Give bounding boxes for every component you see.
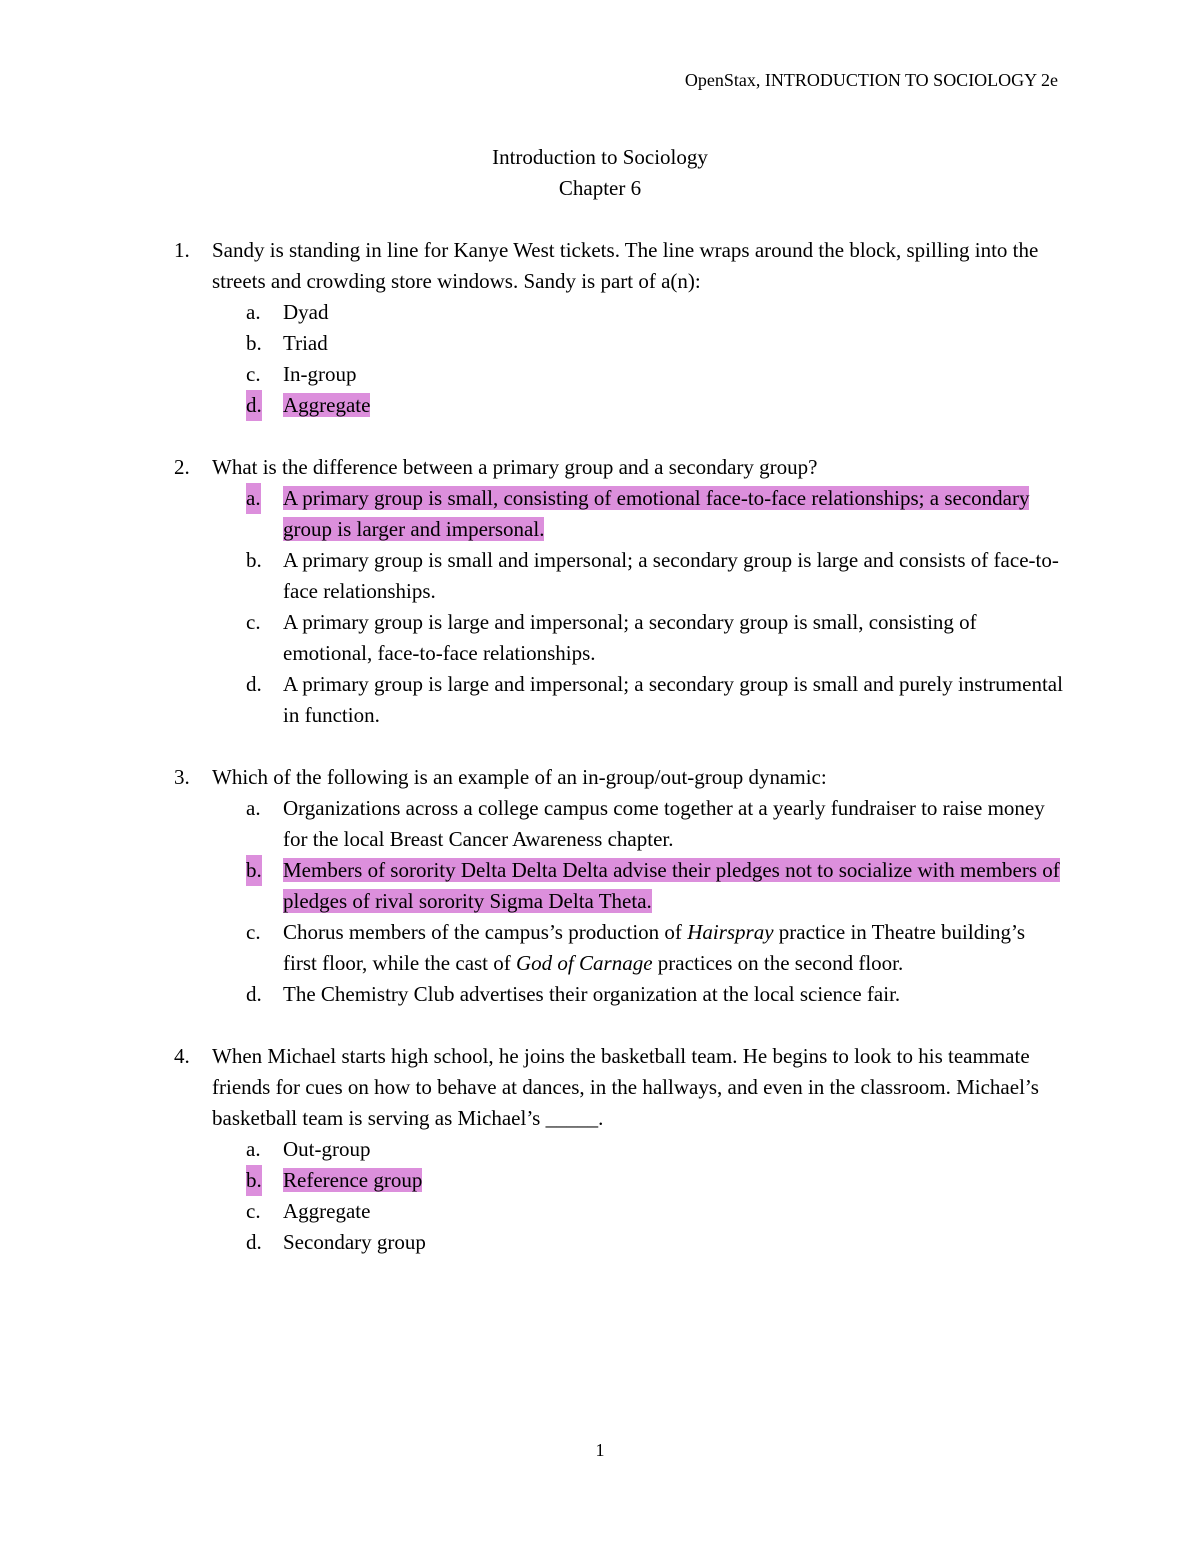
option-3d bbox=[246, 979, 1064, 1010]
option-text: Aggregate bbox=[283, 393, 371, 417]
option-text: Members of sorority Delta Delta Delta advise their pledges not to socialize with members of pledges of rival sorority Sigma Delta Theta. bbox=[283, 858, 1060, 913]
running-header: OpenStax, INTRODUCTION TO SOCIOLOGY 2e bbox=[684, 70, 1058, 90]
option-text: A primary group is large and impersonal; a secondary group is small, consisting of emotional, face-to-face relationships. bbox=[283, 610, 977, 665]
option-text: In-group bbox=[283, 362, 357, 386]
question-number: 1. bbox=[174, 238, 190, 262]
option-3b-highlighted bbox=[246, 855, 1064, 917]
option-letter: d. bbox=[246, 390, 262, 421]
option-text: Aggregate bbox=[283, 1199, 371, 1223]
option-text: A primary group is small, consisting of emotional face-to-face relationships; a secondary group is larger and impersonal. bbox=[283, 486, 1030, 541]
option-text-part: practice in Theatre building’s first floor, while the cast of bbox=[283, 920, 1026, 975]
document-title: Introduction to Sociology bbox=[492, 145, 708, 169]
option-text bbox=[283, 920, 1025, 975]
option-3a bbox=[246, 793, 1064, 855]
option-text: Out-group bbox=[283, 1137, 371, 1161]
option-4b-highlighted bbox=[246, 1165, 1064, 1196]
page-number: 1 bbox=[595, 1440, 605, 1460]
option-letter: d. bbox=[246, 982, 262, 1006]
question-text: Sandy is standing in line for Kanye West tickets. The line wraps around the block, spilling into the streets and crowding store windows. Sandy is part of a(n): bbox=[212, 238, 1039, 293]
option-2a-highlighted bbox=[246, 483, 1064, 545]
question-4 bbox=[174, 1041, 1064, 1258]
question-text: What is the difference between a primary group and a secondary group? bbox=[212, 455, 818, 479]
option-letter: b. bbox=[246, 855, 262, 886]
option-2d bbox=[246, 669, 1064, 731]
option-1d-highlighted bbox=[246, 390, 1064, 421]
chapter-title: Chapter 6 bbox=[558, 176, 642, 200]
option-4a bbox=[246, 1134, 1064, 1165]
option-letter: b. bbox=[246, 331, 262, 355]
option-text: A primary group is small and impersonal; a secondary group is large and consists of face-to-face relationships. bbox=[283, 548, 1059, 603]
option-text: Organizations across a college campus come together at a yearly fundraiser to raise money for the local Breast Cancer Awareness chapter. bbox=[283, 796, 1045, 851]
option-1c bbox=[246, 359, 1064, 390]
question-list bbox=[174, 235, 1064, 1289]
option-2b bbox=[246, 545, 1064, 607]
question-number: 2. bbox=[174, 455, 190, 479]
question-text: Which of the following is an example of an in-group/out-group dynamic: bbox=[212, 765, 827, 789]
option-4c bbox=[246, 1196, 1064, 1227]
question-number: 3. bbox=[174, 765, 190, 789]
option-text: The Chemistry Club advertises their organization at the local science fair. bbox=[283, 982, 901, 1006]
option-letter: d. bbox=[246, 1230, 262, 1254]
option-letter: d. bbox=[246, 672, 262, 696]
option-letter: a. bbox=[246, 1137, 261, 1161]
option-4d bbox=[246, 1227, 1064, 1258]
option-letter: a. bbox=[246, 483, 261, 514]
question-1 bbox=[174, 235, 1064, 421]
option-text: Dyad bbox=[283, 300, 329, 324]
option-letter: c. bbox=[246, 610, 261, 634]
option-letter: b. bbox=[246, 548, 262, 572]
option-text: Secondary group bbox=[283, 1230, 426, 1254]
option-letter: b. bbox=[246, 1165, 262, 1196]
option-text-part: practices on the second floor. bbox=[652, 951, 904, 975]
show-title-god-of-carnage: God of Carnage bbox=[516, 951, 653, 975]
title-block bbox=[0, 142, 1200, 204]
question-3 bbox=[174, 762, 1064, 1010]
option-3c bbox=[246, 917, 1064, 979]
option-text: Reference group bbox=[283, 1168, 423, 1192]
question-number: 4. bbox=[174, 1044, 190, 1068]
option-text-part: Chorus members of the campus’s production of bbox=[283, 920, 688, 944]
option-letter: a. bbox=[246, 300, 261, 324]
question-2 bbox=[174, 452, 1064, 731]
option-letter: c. bbox=[246, 362, 261, 386]
question-text: When Michael starts high school, he joins the basketball team. He begins to look to his teammate friends for cues on how to behave at dances, in the hallways, and even in the classroom. Michael’s basketball team is serving as Michael’s _____. bbox=[212, 1044, 1039, 1130]
option-letter: c. bbox=[246, 1199, 261, 1223]
show-title-hairspray: Hairspray bbox=[687, 920, 774, 944]
option-letter: c. bbox=[246, 920, 261, 944]
option-text: Triad bbox=[283, 331, 328, 355]
option-text: A primary group is large and impersonal; a secondary group is small and purely instrumental in function. bbox=[283, 672, 1063, 727]
option-2c bbox=[246, 607, 1064, 669]
option-1a bbox=[246, 297, 1064, 328]
option-letter: a. bbox=[246, 796, 261, 820]
option-1b bbox=[246, 328, 1064, 359]
